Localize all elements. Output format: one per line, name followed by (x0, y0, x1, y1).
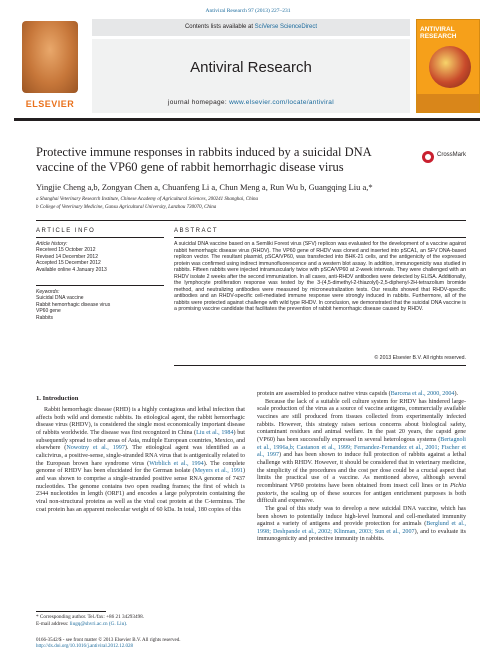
article-info-rule (36, 237, 164, 238)
footnote-rule (36, 611, 106, 612)
intro-paragraph: protein are assembled to produce native virus capsids (Barcena et al., 2000, 2004). (257, 391, 459, 397)
intro-paragraph: Because the lack of a suitable cell culture system for RHDV has hindered large-scale production of the virus as a source of vaccine antigens, commercially available vaccines are still produced from tissues collected from experimentally infected rabbits. However, this strategy raises serious concerns about biological safety, contaminant residues and animal welfare. In the past 20 years, the capsid gene (VP60) has been successfully expressed in several heterologous systems (Bertagnoli et al., 1996a,b; Castanon et al., 1999; Fernandez-Fernandez et al., 2001; Fischer et al., 1997) and has been shown to induce full protection of rabbits against a lethal challenge with RHDV. However, it should be considered that in veterinary medicine, the simplicity of the procedures and the cost per dose could be a crucial aspect that limits the practical use of a vaccine. As mentioned above, although several recombinant VP60 proteins have been obtained from insect cell lines or in Pichia pastoris, the scaling up of these sources for antigen enrichment purposes is both difficult and expensive. (257, 398, 467, 505)
species-name: Pichia pastoris (257, 482, 466, 497)
online-date: Available online 4 January 2013 (36, 266, 107, 273)
intro-paragraph: The goal of this study was to develop a new suicidal DNA vaccine, which has been shown to potentially induce high-level humoral and cell-mediated immunity against a variety of antigens and provide protection for animals (Berglund et al., 1998; Deshpande et al., 2002; Klinman, 2003; Sun et al., 2007), and to evaluate its immunogenicity and protective immunity in rabbits. (257, 505, 466, 543)
citation-link[interactable]: Bertagnoli et al., 1996a,b; Castanon et al., 1999; Fernandez-Fernandez et al., 2001; Fischer et al., 1997 (257, 436, 466, 459)
citation-link[interactable]: Barcena et al., 2000, 2004 (390, 391, 455, 397)
email-note: E-mail address: liugq@shvri.ac.cn (G. Liu). (36, 620, 128, 627)
header-rule (14, 118, 480, 121)
intro-paragraph: Rabbit hemorrhagic disease (RHD) is a highly contagious and lethal infection that affects both wild and domestic rabbits. Its etiological agent, the rabbit hemorrhagic disease virus (RHDV), is considered the single most economically important disease of rabbits worldwide. The disease was first recognized in China (Liu et al., 1984) but subsequently spread to other areas of Asia, multiple European countries, Mexico, and elsewhere (Nowotny et al., 1997). The etiological agent was identified as a calicivirus, a positive-sense, single-stranded RNA virus that is antigenically related to the European brown hare syndrome virus (Wirblich et al., 1994). The complete genome of RHDV has been elucidated for the German isolate (Meyers et al., 1991) and was shown to comprise a single-stranded positive sense RNA genome of 7437 nucleotides. The genome contains two open reading frames; the first of which is 2344 nucleotides in length (ORF1) and encodes a large polyprotein containing the viral non-structural proteins as well as the viral coat protein at the C-terminus. The coat protein has an apparent molecular weight of 60 kDa. In total, 180 copies of this (36, 407, 245, 513)
abstract-bottom-rule (174, 365, 466, 366)
crossmark-icon (422, 151, 434, 163)
email-link[interactable]: liugq@shvri.ac.cn (G. Liu). (69, 620, 128, 627)
article-title: Protective immune responses in rabbits induced by a suicidal DNA vaccine of the VP60 gene of rabbit hemorrhagic disease virus (36, 145, 372, 174)
journal-header (14, 19, 480, 115)
journal-title: Antiviral Research (190, 59, 312, 76)
citation-link[interactable]: Meyers et al., 1991 (194, 468, 243, 475)
cover-title: ANTIVIRAL RESEARCH (420, 26, 457, 40)
doi-link[interactable]: http://dx.doi.org/10.1016/j.antiviral.2012.12.028 (36, 644, 133, 650)
cover-art-image (429, 46, 471, 88)
affiliation-b: b College of Veterinary Medicine, Gansu Agricultural University, Lanzhou 730070, China (36, 205, 217, 210)
history-label: Article history: (36, 241, 68, 247)
citation-link[interactable]: Liu et al., 1984 (196, 429, 234, 436)
cover-stripe (417, 94, 480, 113)
crossmark-badge[interactable] (422, 150, 472, 164)
issn-block (36, 638, 336, 651)
accepted-date: Accepted 15 December 2012 (36, 260, 101, 267)
author-list: Yingjie Cheng a,b, Zongyan Chen a, Chuanfeng Li a, Chun Meng a, Run Wu b, Guangqing Liu a,* (36, 182, 373, 192)
citation-link[interactable]: Wirblich et al., 1994 (149, 460, 204, 467)
sciencedirect-link[interactable]: SciVerse ScienceDirect (254, 24, 318, 30)
affiliation-a: a Shanghai Veterinary Research Institute, Chinese Academy of Agricultural Sciences, 200241 Shanghai, China (36, 197, 258, 202)
citation-link[interactable]: Nowotny et al., 1997 (66, 445, 125, 452)
abstract-copyright: © 2013 Elsevier B.V. All rights reserved. (374, 355, 466, 361)
title-divider (36, 220, 466, 221)
homepage-link[interactable]: www.elsevier.com/locate/antiviral (229, 99, 334, 106)
keywords-label: Keywords: (36, 289, 60, 295)
keywords (36, 289, 164, 321)
article-info-heading: ARTICLE INFO (36, 228, 96, 234)
journal-box (92, 39, 410, 113)
publisher-name: ELSEVIER (25, 99, 75, 109)
introduction-heading: 1. Introduction (36, 395, 79, 402)
revised-date: Revised 14 December 2012 (36, 253, 98, 260)
journal-reference[interactable]: Antiviral Research 97 (2013) 227–231 (205, 8, 291, 14)
contents-bar: Contents lists available at SciVerse ScienceDirect (92, 19, 410, 36)
keyword-item: VP60 gene (36, 308, 61, 315)
keyword-item: Rabbit hemorrhagic disease virus (36, 301, 111, 308)
body-column-left (36, 407, 245, 514)
received-date: Received 15 October 2012 (36, 247, 96, 254)
keyword-item: Rabbits (36, 314, 53, 321)
keywords-rule (36, 285, 164, 286)
crossmark-label: CrossMark (437, 152, 467, 158)
journal-cover[interactable] (416, 19, 480, 113)
abstract-heading: ABSTRACT (174, 228, 219, 234)
journal-masthead (92, 19, 410, 113)
elsevier-tree-icon (22, 21, 78, 93)
issn-line: 0166-3542/$ - see front matter © 2013 Elsevier B.V. All rights reserved. (36, 638, 181, 643)
citation-link[interactable]: Berglund et al., 1998; Deshpande et al., 2002; Klinman, 2003; Sun et al., 2007 (257, 521, 466, 535)
article-history (36, 241, 164, 273)
keyword-item: Suicidal DNA vaccine (36, 295, 84, 302)
elsevier-logo[interactable] (14, 19, 86, 113)
abstract-text: A suicidal DNA vaccine based on a Semliki Forest virus (SFV) replicon was evaluated for the development of a vaccine against rabbit hemorrhagic disease virus (RHDV). The VP60 gene of RHDV was cloned and inserted into pSCA1, an SFV DNA-based replicon vector. The resultant plasmid, pSCA/VP60, was transfected into BHK-21 cells, and the antigenicity of the expressed protein was confirmed using indirect immunofluorescence and a western blot assay. In addition, immunogenicity was studied in rabbits. Fifteen rabbits were injected intramuscularly twice with pSCA/VP60 at 2-week intervals. They were challenged with an RHDV isolate 2 weeks after the second immunization. In all cases, anti-RHDV antibodies were detected by ELISA. Additionally, the lymphocyte proliferation response was tested by the 3-(4,5-dimethyl-2-thiazolyl)-2,5-diphenyl-2H-tetrazolium bromide method, and neutralizing antibodies were measured by microneutralization tests. Our results showed that RHDV-specific antibodies and an RHDV-specific cell-mediated immune response were strongly induced in rabbits. Furthermore, all of the rabbits were protected against challenge with wild type RHDV. In conclusion, we demonstrated that the suicidal DNA vaccine is a promising vaccine candidate that facilitates the prevention of rabbit hemorrhagic disease caused by RHDV. (174, 241, 466, 313)
journal-homepage: journal homepage: www.elsevier.com/locate/antiviral (168, 99, 334, 106)
abstract-rule (174, 237, 466, 238)
corresponding-author-note: * Corresponding author. Tel./fax: +86 21 34293498. (36, 614, 145, 620)
body-column-right (257, 391, 466, 544)
